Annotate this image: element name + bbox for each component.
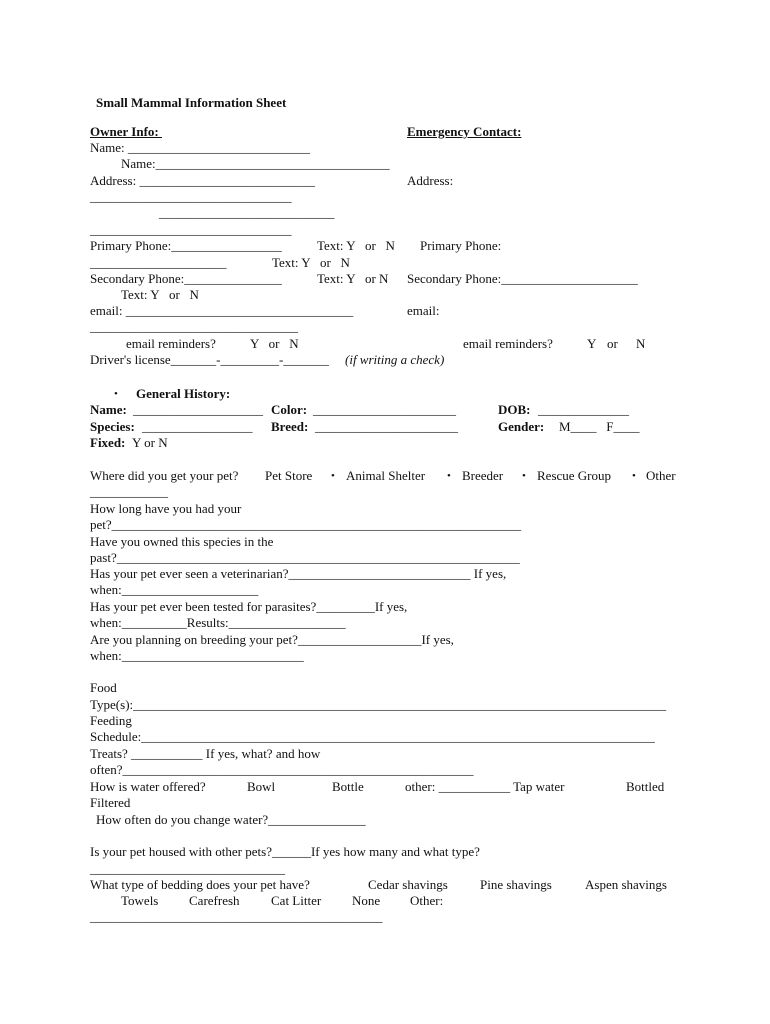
- option-pine-shavings[interactable]: Pine shavings: [480, 877, 552, 892]
- owned-question: Have you owned this species in the: [90, 534, 274, 549]
- bullet-icon: •: [114, 388, 118, 400]
- owner-text-option-1[interactable]: Text: Y or N: [317, 238, 395, 253]
- housed-line[interactable]: ______________________________: [90, 861, 285, 876]
- bedding-question: What type of bedding does your pet have?: [90, 877, 310, 892]
- water-question: How is water offered?: [90, 779, 206, 794]
- option-breeder[interactable]: Breeder: [462, 468, 504, 483]
- emergency-address-label: Address:: [407, 173, 454, 188]
- housed-question[interactable]: Is your pet housed with other pets?______If yes how many and what type?: [90, 844, 480, 859]
- option-towels[interactable]: Towels: [121, 893, 159, 908]
- color-field[interactable]: ______________________: [313, 402, 456, 417]
- option-animal-shelter[interactable]: Animal Shelter: [346, 468, 426, 483]
- fixed-option[interactable]: Y or N: [132, 435, 168, 450]
- emergency-reminders-yes[interactable]: Y: [587, 336, 597, 351]
- emergency-secondary-phone-field[interactable]: Secondary Phone:_____________________: [407, 271, 638, 286]
- dob-label: DOB:: [498, 402, 531, 417]
- page-title: Small Mammal Information Sheet: [96, 95, 287, 110]
- other-line[interactable]: ____________: [90, 484, 168, 499]
- option-other[interactable]: Other: [646, 468, 676, 483]
- owner-email-reminders-label: email reminders?: [126, 336, 216, 351]
- pet-name-field[interactable]: ____________________: [133, 402, 263, 417]
- owner-email-reminders-option[interactable]: Y or N: [250, 336, 299, 351]
- owner-secondary-phone-field[interactable]: Secondary Phone:_______________: [90, 271, 282, 286]
- treats-often-field[interactable]: often?______________________________________________________: [90, 762, 474, 777]
- gender-label: Gender:: [498, 419, 545, 434]
- parasites-when-field[interactable]: when:__________Results:__________________: [90, 615, 346, 630]
- food-types-field[interactable]: Type(s):__________________________________________________________________________________: [90, 697, 667, 712]
- emergency-email-field[interactable]: email:: [407, 303, 440, 318]
- how-long-field[interactable]: pet?_______________________________________________________________: [90, 517, 522, 532]
- breeding-question[interactable]: Are you planning on breeding your pet?___________________If yes,: [90, 632, 454, 647]
- breed-label: Breed:: [271, 419, 309, 434]
- vet-question[interactable]: Has your pet ever seen a veterinarian?____________________________ If yes,: [90, 566, 507, 581]
- feeding-label: Feeding: [90, 713, 132, 728]
- owner-address-field[interactable]: Address: ___________________________: [90, 173, 315, 188]
- species-field[interactable]: _________________: [142, 419, 253, 434]
- owner-address-line-2[interactable]: ___________________________: [159, 205, 335, 220]
- option-none[interactable]: None: [352, 893, 381, 908]
- treats-field[interactable]: Treats? ___________ If yes, what? and how: [90, 746, 321, 761]
- bullet-icon: •: [632, 470, 636, 482]
- dob-field[interactable]: ______________: [538, 402, 629, 417]
- option-rescue-group[interactable]: Rescue Group: [537, 468, 612, 483]
- owner-address-line-3[interactable]: _______________________________: [90, 222, 292, 237]
- option-filtered[interactable]: Filtered: [90, 795, 131, 810]
- emergency-contact-heading: Emergency Contact:: [407, 124, 522, 139]
- bullet-icon: •: [522, 470, 526, 482]
- option-aspen-shavings[interactable]: Aspen shavings: [585, 877, 667, 892]
- option-other-tap-water[interactable]: other: ___________ Tap water: [405, 779, 565, 794]
- parasites-question[interactable]: Has your pet ever been tested for parasites?_________If yes,: [90, 599, 408, 614]
- owner-name-field[interactable]: Name: ____________________________: [90, 140, 310, 155]
- check-note: (if writing a check): [345, 352, 445, 367]
- color-label: Color:: [271, 402, 308, 417]
- vet-when-field[interactable]: when:_____________________: [90, 582, 259, 597]
- option-pet-store[interactable]: Pet Store: [265, 468, 313, 483]
- breed-field[interactable]: ______________________: [315, 419, 458, 434]
- where-question: Where did you get your pet?: [90, 468, 239, 483]
- owner-text-option-2[interactable]: Text: Y or N: [317, 271, 389, 286]
- option-bottle[interactable]: Bottle: [332, 779, 364, 794]
- bedding-other-label[interactable]: Other:: [410, 893, 444, 908]
- owned-field[interactable]: past?______________________________________________________________: [90, 550, 520, 565]
- option-bowl[interactable]: Bowl: [247, 779, 276, 794]
- owner-info-heading: Owner Info:: [90, 124, 162, 139]
- bullet-icon: •: [447, 470, 451, 482]
- water-change-field[interactable]: How often do you change water?_______________: [96, 812, 366, 827]
- emergency-email-reminders-label: email reminders?: [463, 336, 553, 351]
- owner-email-field[interactable]: email: ___________________________________: [90, 303, 354, 318]
- owner-address-line-1[interactable]: _______________________________: [90, 189, 292, 204]
- bedding-other-line[interactable]: _____________________________________________: [90, 909, 383, 924]
- emergency-reminders-no[interactable]: N: [636, 336, 646, 351]
- blank-line[interactable]: _____________________: [90, 255, 227, 270]
- gender-field[interactable]: M____ F____: [559, 419, 640, 434]
- option-carefresh[interactable]: Carefresh: [189, 893, 240, 908]
- emergency-reminders-or: or: [607, 336, 618, 351]
- pet-name-label: Name:: [90, 402, 127, 417]
- emergency-text-option-1[interactable]: Text: Y or N: [272, 255, 350, 270]
- owner-primary-phone-field[interactable]: Primary Phone:_________________: [90, 238, 282, 253]
- general-history-heading: General History:: [136, 386, 231, 401]
- option-cat-litter[interactable]: Cat Litter: [271, 893, 322, 908]
- feeding-schedule-field[interactable]: Schedule:_______________________________________________________________________________: [90, 729, 655, 744]
- owner-email-line[interactable]: ________________________________: [90, 319, 298, 334]
- breeding-when-field[interactable]: when:____________________________: [90, 648, 304, 663]
- emergency-text-option-2[interactable]: Text: Y or N: [121, 287, 199, 302]
- owner-name2-field[interactable]: Name:____________________________________: [121, 156, 390, 171]
- option-bottled[interactable]: Bottled: [626, 779, 665, 794]
- drivers-license-field[interactable]: Driver's license_______-_________-_______: [90, 352, 329, 367]
- food-label: Food: [90, 680, 117, 695]
- option-cedar-shavings[interactable]: Cedar shavings: [368, 877, 448, 892]
- species-label: Species:: [90, 419, 135, 434]
- bullet-icon: •: [331, 470, 335, 482]
- how-long-question: How long have you had your: [90, 501, 242, 516]
- emergency-primary-phone-field[interactable]: Primary Phone:: [420, 238, 502, 253]
- fixed-label: Fixed:: [90, 435, 126, 450]
